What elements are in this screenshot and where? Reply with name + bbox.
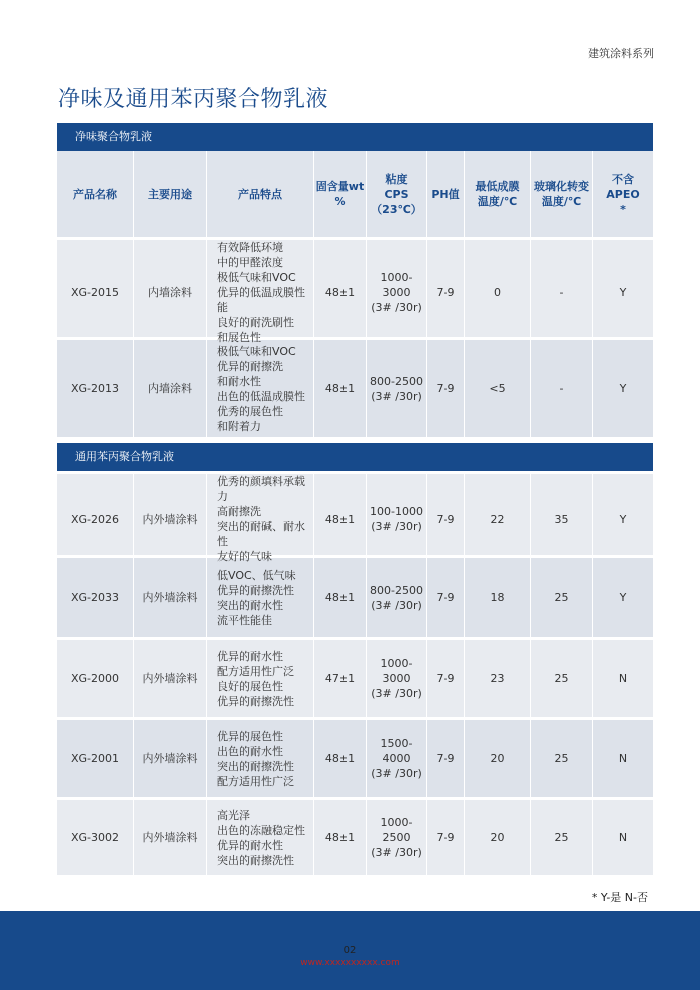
feature-line: 低VOC、低气味 [217, 568, 296, 582]
section-title-clean: 净味聚合物乳液 [57, 123, 653, 151]
footnote: * Y-是 N-否 [591, 891, 648, 904]
cell-use: 内外墙涂料 [134, 558, 207, 637]
cell-ph: 7-9 [427, 240, 465, 345]
col-header-apeo-line2: APEO [606, 187, 640, 201]
cell-mfft: 22 [465, 474, 531, 564]
cell-viscosity [367, 720, 427, 797]
viscosity-range: 1000-3000 [380, 657, 413, 685]
footer-link[interactable]: www.xxxxxxxxxx.com [300, 958, 400, 968]
cell-ph: 7-9 [427, 558, 465, 637]
col-header-viscosity [367, 151, 427, 237]
cell-solids: 48±1 [314, 558, 367, 637]
feature-line: 良好的耐洗刷性 [217, 316, 294, 329]
col-header-features: 产品特点 [207, 151, 314, 237]
cell-viscosity [367, 240, 427, 345]
feature-line: 有效降低环境 [217, 241, 283, 254]
feature-line: 突出的耐水性 [217, 598, 283, 612]
feature-line: 流平性能佳 [217, 613, 272, 627]
col-header-mfft [465, 151, 531, 237]
cell-features [207, 340, 314, 437]
col-header-visc-line1: 粘度 [385, 172, 408, 186]
col-header-solids [314, 151, 367, 237]
cell-tg: 25 [531, 558, 593, 637]
feature-line: 极低气味和VOC [217, 344, 296, 358]
table-row [57, 555, 653, 637]
col-header-mfft-line2: 温度/℃ [477, 195, 518, 208]
cell-apeo: Y [619, 382, 627, 395]
cell-features [207, 240, 314, 345]
section-title-general: 通用苯丙聚合物乳液 [57, 443, 653, 471]
cell-tg: 35 [531, 474, 593, 564]
cell-features [207, 720, 314, 797]
feature-line: 优异的耐擦洗 [217, 359, 283, 373]
cell-features [207, 800, 314, 875]
col-header-tg-line1: 玻璃化转变 [534, 180, 589, 193]
cell-product-name: XG-2000 [57, 640, 134, 717]
col-header-apeo [593, 151, 653, 237]
table-row [57, 471, 653, 563]
cell-ph: 7-9 [427, 800, 465, 875]
cell-product-name: XG-2001 [57, 720, 134, 797]
col-header-mfft-line1: 最低成膜 [475, 180, 520, 193]
cell-mfft: 18 [465, 558, 531, 637]
viscosity-range: 800-2500 [370, 374, 423, 388]
cell-use: 内外墙涂料 [134, 474, 207, 564]
cell-product-name: XG-3002 [57, 800, 134, 875]
viscosity-spindle: (3# /30r) [371, 520, 422, 533]
col-header-visc-line2: CPS [384, 187, 409, 201]
cell-solids: 48±1 [314, 340, 367, 437]
viscosity-range: 1000-2500 [380, 816, 413, 844]
feature-line: 优异的耐擦洗性 [217, 694, 294, 708]
feature-line: 高耐擦洗 [217, 505, 261, 518]
cell-viscosity [367, 800, 427, 875]
cell-tg: 25 [531, 720, 593, 797]
col-header-use: 主要用途 [134, 151, 207, 237]
rows-general [57, 471, 653, 875]
feature-line: 优异的耐水性 [217, 649, 283, 663]
viscosity-spindle: (3# /30r) [371, 301, 422, 314]
feature-line: 中的甲醛浓度 [217, 256, 283, 269]
col-header-tg [531, 151, 593, 237]
cell-viscosity [367, 474, 427, 564]
cell-mfft: <5 [465, 340, 531, 437]
cell-use: 内墙涂料 [134, 340, 207, 437]
feature-line: 优异的耐擦洗性 [217, 583, 294, 597]
cell-solids: 48±1 [314, 474, 367, 564]
cell-apeo: N [618, 672, 628, 685]
viscosity-range: 800-2500 [370, 583, 423, 597]
cell-ph: 7-9 [427, 340, 465, 437]
cell-apeo: Y [619, 286, 627, 299]
viscosity-spindle: (3# /30r) [371, 687, 422, 700]
cell-solids: 48±1 [314, 240, 367, 345]
col-header-visc-line3: （23℃） [371, 202, 422, 216]
cell-viscosity [367, 640, 427, 717]
table-header [57, 151, 653, 237]
cell-product-name: XG-2033 [57, 558, 134, 637]
table-row [57, 237, 653, 344]
feature-line: 优异的耐水性 [217, 838, 283, 852]
feature-line: 极低气味和VOC [217, 271, 296, 284]
feature-line: 良好的展色性 [217, 679, 283, 693]
feature-line: 和展色性 [217, 331, 261, 344]
cell-apeo: N [618, 831, 628, 844]
cell-product-name: XG-2026 [57, 474, 134, 564]
product-table [57, 123, 653, 875]
cell-solids: 47±1 [314, 640, 367, 717]
cell-apeo: Y [619, 512, 627, 526]
viscosity-spindle: (3# /30r) [371, 598, 422, 612]
cell-apeo: N [618, 752, 628, 765]
viscosity-range: 1000-3000 [380, 271, 413, 299]
cell-solids: 48±1 [314, 800, 367, 875]
col-header-apeo-line1: 不含 [612, 172, 634, 186]
feature-line: 突出的耐碱、耐水性 [217, 520, 305, 548]
cell-use: 内墙涂料 [134, 240, 207, 345]
cell-tg: 25 [531, 800, 593, 875]
feature-line: 优秀的展色性 [217, 404, 283, 418]
table-row [57, 717, 653, 797]
page-title: 净味及通用苯丙聚合物乳液 [58, 87, 329, 112]
table-row [57, 637, 653, 717]
page-number: 02 [343, 945, 357, 956]
cell-product-name: XG-2013 [57, 340, 134, 437]
table-row [57, 797, 653, 875]
feature-line: 突出的耐擦洗性 [217, 759, 294, 773]
cell-mfft: 20 [465, 720, 531, 797]
cell-solids: 48±1 [314, 720, 367, 797]
feature-line: 优异的低温成膜性能 [217, 286, 305, 314]
cell-viscosity [367, 558, 427, 637]
col-header-apeo-line3: * [620, 202, 626, 216]
col-header-name: 产品名称 [57, 151, 134, 237]
feature-line: 和耐水性 [217, 374, 261, 388]
feature-line: 出色的冻融稳定性 [217, 823, 305, 837]
series-label: 建筑涂料系列 [588, 47, 654, 60]
feature-line: 配方适用性广泛 [217, 774, 294, 788]
viscosity-spindle: (3# /30r) [371, 389, 422, 403]
cell-apeo: Y [619, 591, 627, 604]
viscosity-range: 1500-4000 [380, 737, 413, 765]
cell-ph: 7-9 [427, 720, 465, 797]
col-header-solids-line1: 固含量wt [315, 180, 365, 193]
cell-use: 内外墙涂料 [134, 640, 207, 717]
feature-line: 出色的低温成膜性 [217, 389, 305, 403]
viscosity-spindle: (3# /30r) [371, 846, 422, 859]
cell-mfft: 20 [465, 800, 531, 875]
viscosity-range: 100-1000 [370, 505, 423, 518]
cell-tg: 25 [531, 640, 593, 717]
cell-product-name: XG-2015 [57, 240, 134, 345]
feature-line: 优秀的颜填料承载力 [217, 475, 305, 503]
col-header-tg-line2: 温度/℃ [541, 195, 582, 208]
cell-features [207, 474, 314, 564]
feature-line: 和附着力 [217, 419, 261, 433]
feature-line: 友好的气味 [217, 550, 272, 563]
feature-line: 出色的耐水性 [217, 744, 283, 758]
col-header-ph: PH值 [427, 151, 465, 237]
feature-line: 优异的展色性 [217, 729, 283, 743]
cell-use: 内外墙涂料 [134, 800, 207, 875]
cell-tg: - [531, 340, 593, 437]
feature-line: 突出的耐擦洗性 [217, 853, 294, 867]
cell-viscosity [367, 340, 427, 437]
cell-ph: 7-9 [427, 640, 465, 717]
cell-mfft: 23 [465, 640, 531, 717]
cell-use: 内外墙涂料 [134, 720, 207, 797]
feature-line: 配方适用性广泛 [217, 664, 294, 678]
feature-line: 高光泽 [217, 808, 250, 822]
table-row [57, 337, 653, 437]
cell-mfft: 0 [465, 240, 531, 345]
viscosity-spindle: (3# /30r) [371, 767, 422, 780]
rows-clean [57, 237, 653, 437]
cell-features [207, 640, 314, 717]
col-header-solids-line2: % [334, 195, 346, 208]
cell-tg: - [531, 240, 593, 345]
cell-ph: 7-9 [427, 474, 465, 564]
cell-features [207, 558, 314, 637]
